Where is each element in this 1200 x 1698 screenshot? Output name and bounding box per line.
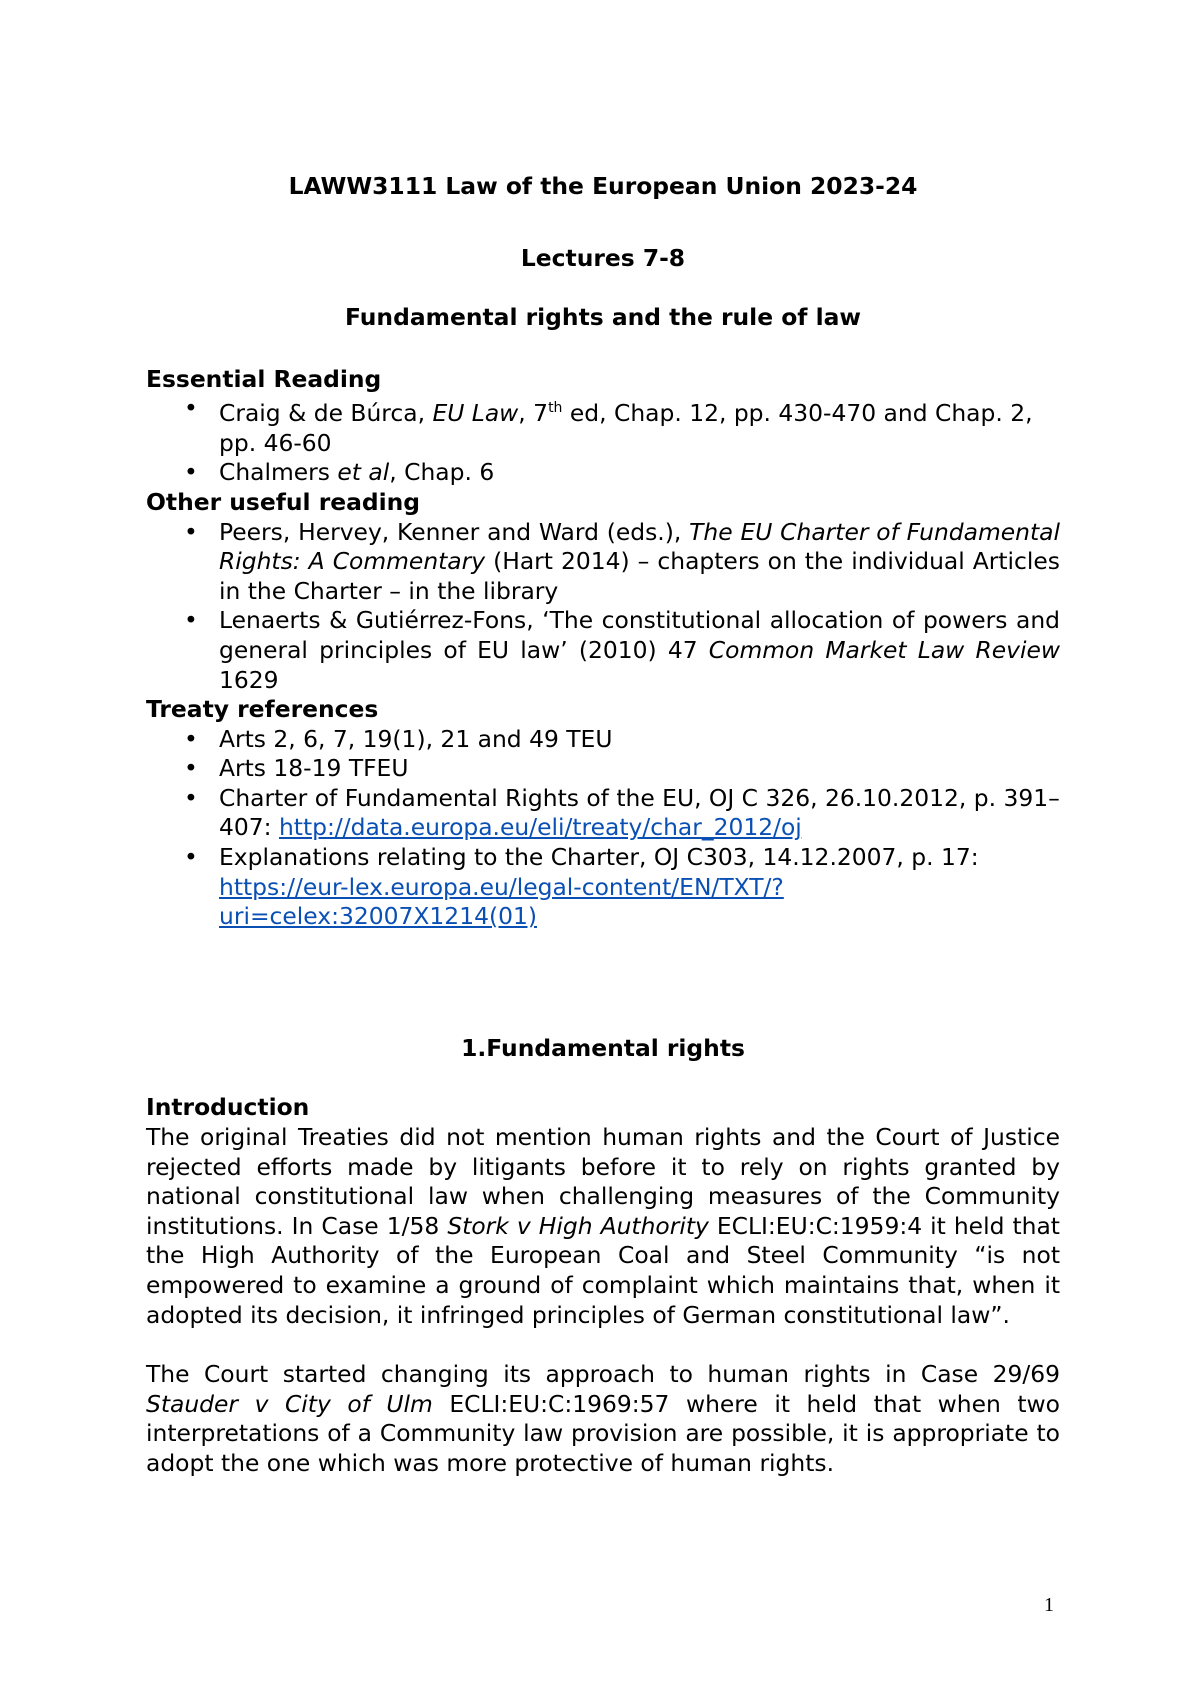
reading-title: Common Market Law Review bbox=[708, 635, 1060, 664]
section-heading: 1.Fundamental rights bbox=[461, 1033, 745, 1062]
list-item bbox=[146, 458, 1060, 488]
reading-title: EU Law bbox=[432, 399, 519, 428]
other-reading-list bbox=[146, 518, 1060, 696]
reference-text: Arts 2, 6, 7, 19(1), 21 and 49 TEU bbox=[219, 724, 613, 753]
bullet-icon: • bbox=[184, 458, 198, 487]
list-item bbox=[146, 784, 1060, 843]
case-name: Stork v High Authority bbox=[447, 1211, 709, 1240]
reading-text: Peers, Hervey, Kenner and Ward (eds.), bbox=[219, 517, 690, 546]
list-item bbox=[146, 843, 1060, 932]
bullet-icon: • bbox=[184, 394, 198, 423]
essential-reading-list bbox=[146, 394, 1060, 488]
page-number: 1 bbox=[1044, 1594, 1054, 1616]
charter-link[interactable]: http://data.europa.eu/eli/treaty/char_2012/oj bbox=[278, 813, 802, 842]
treaty-references-heading: Treaty references bbox=[146, 695, 379, 724]
paragraph bbox=[146, 1123, 1060, 1330]
case-name: Stauder v City of Ulm bbox=[146, 1389, 433, 1418]
list-item bbox=[146, 725, 1060, 755]
essential-reading-heading: Essential Reading bbox=[146, 364, 382, 393]
paragraph-text: ECLI:EU:C:1959:4 it held that the High Authority of the European Coal and Steel Community “is not empowered to examine a ground of complaint which maintains that, when it adopted its decision, it infringed principles of German constitutional law”. bbox=[146, 1211, 1060, 1329]
reading-title: et al bbox=[337, 458, 390, 487]
reading-text: ed, Chap. 12, pp. 430-470 and Chap. 2, pp. 46-60 bbox=[219, 399, 1033, 457]
reference-text: Explanations relating to the Charter, OJ C303, 14.12.2007, p. 17: bbox=[219, 843, 979, 872]
bullet-icon: • bbox=[184, 517, 198, 546]
treaty-references-list bbox=[146, 725, 1060, 932]
link-text[interactable]: uri=celex:32007X1214(01) bbox=[219, 902, 537, 931]
reference-text: Arts 18-19 TFEU bbox=[219, 754, 409, 783]
section-spacer bbox=[146, 932, 1060, 1034]
document-content bbox=[146, 172, 1060, 1479]
bullet-icon: • bbox=[184, 754, 198, 783]
paragraph-text: ECLI:EU:C:1969:57 where it held that when two interpretations of a Community law provision are possible, it is appropriate to adopt the one which was more protective of human rights. bbox=[146, 1389, 1060, 1477]
reading-text: , Chap. 6 bbox=[389, 458, 495, 487]
bullet-icon: • bbox=[184, 783, 198, 812]
reading-text: (Hart 2014) – chapters on the individual Articles in the Charter – in the library bbox=[219, 547, 1060, 605]
paragraph-text: The original Treaties did not mention human rights and the Court of Justice rejected efforts made by litigants before it to rely on rights granted by national constitutional law when challenging measures of the Community institutions. In Case 1/58 bbox=[146, 1123, 1060, 1240]
paragraph-text: The Court started changing its approach to human rights in Case 29/69 bbox=[146, 1360, 1060, 1389]
reading-text: , 7 bbox=[518, 399, 549, 428]
bullet-icon: • bbox=[184, 843, 198, 872]
reading-title: The EU Charter of Fundamental Rights: A Commentary bbox=[219, 517, 1060, 576]
bullet-icon: • bbox=[184, 724, 198, 753]
other-reading-heading: Other useful reading bbox=[146, 487, 421, 516]
edition-superscript: th bbox=[548, 400, 563, 417]
reading-text: Chalmers bbox=[219, 458, 338, 487]
paragraph bbox=[146, 1360, 1060, 1478]
link-text[interactable]: https://eur-lex.europa.eu/legal-content/EN/TXT/? bbox=[219, 872, 784, 901]
bullet-icon: • bbox=[184, 606, 198, 635]
list-item bbox=[146, 394, 1060, 458]
list-item bbox=[146, 754, 1060, 784]
explanations-link[interactable] bbox=[219, 873, 784, 931]
list-item bbox=[146, 606, 1060, 695]
lecture-number: Lectures 7-8 bbox=[520, 243, 686, 272]
list-item bbox=[146, 518, 1060, 607]
reading-text: 1629 bbox=[219, 665, 279, 694]
reading-text: Craig & de Búrca, bbox=[219, 399, 433, 428]
reading-text: Lenaerts & Gutiérrez-Fons, ‘The constitutional allocation of powers and general principles of EU law’ (2010) 47 bbox=[219, 606, 1060, 664]
document-title: LAWW3111 Law of the European Union 2023-24 bbox=[288, 172, 918, 200]
reference-text: Charter of Fundamental Rights of the EU, OJ C 326, 26.10.2012, p. 391–407: bbox=[219, 783, 1060, 842]
lecture-topic: Fundamental rights and the rule of law bbox=[344, 303, 862, 332]
subsection-heading: Introduction bbox=[146, 1093, 310, 1122]
